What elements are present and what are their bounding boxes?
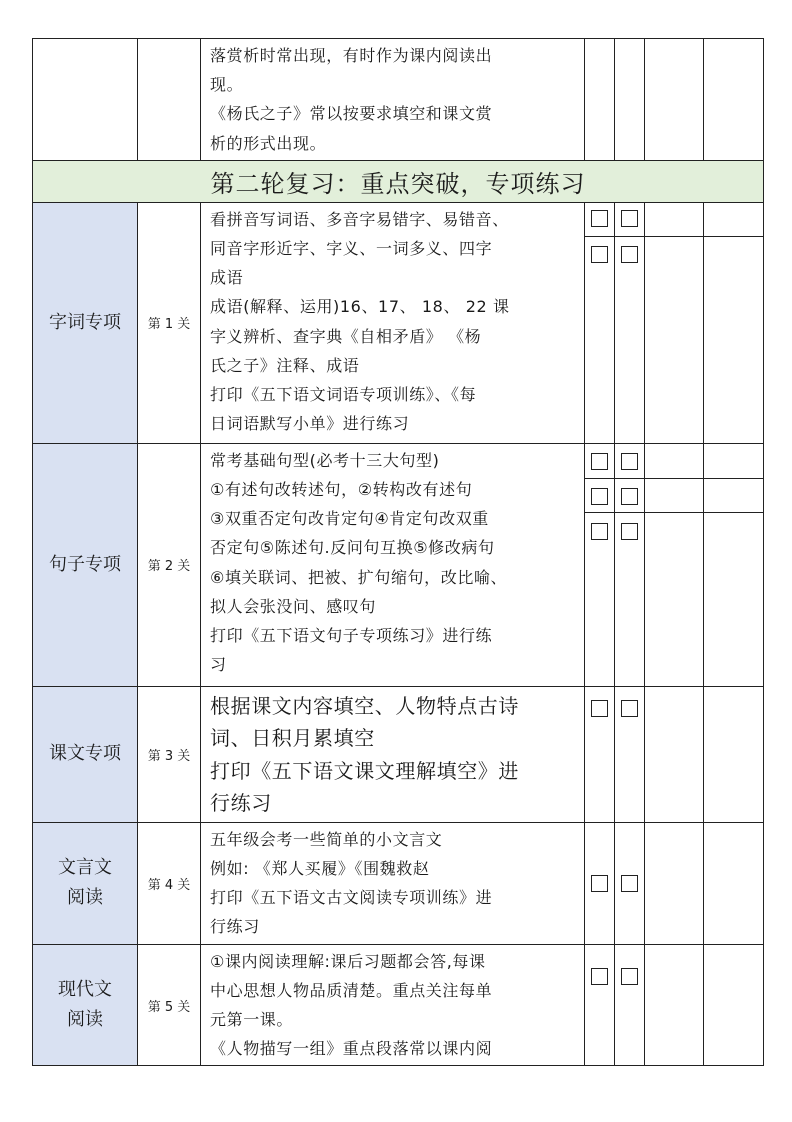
checkbox[interactable]: [591, 700, 608, 717]
content-line: 成语: [210, 268, 244, 288]
check-cell-1: [585, 686, 615, 822]
check-cell-1: [585, 944, 615, 1066]
check-cell-2: [615, 944, 645, 1066]
content-line: 日词语默写小单》进行练习: [210, 414, 410, 434]
check-cell-1: [585, 443, 615, 686]
cell-divider: [585, 478, 614, 479]
blank-cell-1: [645, 822, 704, 944]
category-label: 字词专项: [49, 311, 121, 333]
content-line: 打印《五下语文词语专项训练》、《每: [210, 385, 477, 405]
cell-divider: [645, 236, 703, 237]
blank-cell-2: [704, 686, 764, 822]
content-line: 氏之子》注释、成语: [210, 355, 360, 375]
table-row: [33, 944, 764, 1066]
checkbox[interactable]: [591, 488, 608, 505]
continuation-row: [33, 39, 764, 161]
checkbox[interactable]: [621, 488, 638, 505]
level-cell: 第 5 关: [138, 944, 201, 1066]
checkbox[interactable]: [621, 700, 638, 717]
cell-divider: [704, 236, 763, 237]
category-cell: [33, 944, 138, 1066]
content-cell: [201, 822, 585, 944]
content-line: 打印《五下语文课文理解填空》进: [210, 758, 519, 783]
content-line: 例如: 《郑人买履》《围魏救赵: [210, 859, 430, 879]
checkbox[interactable]: [591, 246, 608, 263]
checkbox[interactable]: [621, 453, 638, 470]
cell-divider: [615, 512, 644, 513]
blank-cell-2: [704, 202, 764, 443]
content-line: 行练习: [210, 791, 272, 816]
cell-divider: [615, 478, 644, 479]
table-row: [33, 443, 764, 686]
checkbox[interactable]: [591, 453, 608, 470]
content-line: 析的形式出现。: [210, 133, 327, 153]
category-label: 文言文: [58, 857, 112, 879]
content-line: 《人物描写一组》重点段落常以课内阅: [210, 1039, 493, 1059]
empty-level-cell: [138, 39, 201, 161]
check-cell-2: [615, 39, 645, 161]
level-cell: 第 4 关: [138, 822, 201, 944]
category-cell: [33, 822, 138, 944]
table-row: [33, 822, 764, 944]
content-line: 字义辨析、查字典《自相矛盾》 《杨: [210, 326, 482, 346]
category-label: 阅读: [67, 887, 103, 909]
level-cell: 第 2 关: [138, 443, 201, 686]
blank-cell-2: [704, 944, 764, 1066]
content-line: 同音字形近字、字义、一词多义、四字: [210, 239, 493, 259]
check-cell-1: [585, 202, 615, 443]
blank-cell-1: [645, 443, 704, 686]
review-plan-table: [32, 38, 764, 1066]
content-line: 打印《五下语文句子专项练习》进行练: [210, 626, 493, 646]
content-line: 行练习: [210, 917, 260, 937]
content-line: 看拼音写词语、多音字易错字、易错音、: [210, 209, 509, 229]
content-cell: [201, 443, 585, 686]
category-label: 现代文: [58, 979, 112, 1001]
empty-category-cell: [33, 39, 138, 161]
content-line: 现。: [210, 75, 244, 95]
checkbox[interactable]: [591, 523, 608, 540]
content-line: 词、日积月累填空: [210, 726, 375, 751]
content-line: 五年级会考一些简单的小文言文: [210, 829, 443, 849]
blank-cell-1: [645, 944, 704, 1066]
blank-cell-1: [645, 202, 704, 443]
check-cell-2: [615, 822, 645, 944]
cell-divider: [645, 478, 703, 479]
check-cell-1: [585, 822, 615, 944]
content-line: ①有述句改转述句，②转构改有述句: [210, 480, 473, 500]
category-cell: [33, 686, 138, 822]
cell-divider: [704, 478, 763, 479]
checkbox[interactable]: [591, 875, 608, 892]
content-cell: [201, 202, 585, 443]
content-line: ③双重否定句改肯定句④肯定句改双重: [210, 509, 489, 529]
category-cell: [33, 443, 138, 686]
checkbox[interactable]: [621, 875, 638, 892]
check-cell-1: [585, 39, 615, 161]
category-label: 句子专项: [49, 553, 121, 575]
checkbox[interactable]: [621, 968, 638, 985]
content-line: 成语(解释、运用)16、17、 18、 22 课: [210, 297, 510, 317]
check-cell-2: [615, 202, 645, 443]
blank-cell-1: [645, 39, 704, 161]
blank-cell-2: [704, 822, 764, 944]
checkbox[interactable]: [621, 523, 638, 540]
blank-cell-2: [704, 443, 764, 686]
content-line: 打印《五下语文古文阅读专项训练》进: [210, 888, 493, 908]
table-row: [33, 202, 764, 443]
section-title: 第二轮复习：重点突破，专项练习: [33, 160, 764, 202]
table-row: [33, 686, 764, 822]
check-cell-2: [615, 686, 645, 822]
content-line: 常考基础句型(必考十三大句型): [210, 450, 440, 470]
checkbox[interactable]: [591, 210, 608, 227]
content-cell: [201, 39, 585, 161]
level-cell: 第 3 关: [138, 686, 201, 822]
level-cell: 第 1 关: [138, 202, 201, 443]
content-line: 拟人会张没问、感叹句: [210, 596, 377, 616]
content-line: ⑥填关联词、把被、扩句缩句，改比喻、: [210, 567, 508, 587]
content-line: 落赏析时常出现，有时作为课内阅读出: [210, 46, 493, 65]
content-line: 根据课文内容填空、人物特点古诗: [210, 693, 519, 718]
content-line: 否定句⑤陈述句.反问句互换⑤修改病句: [210, 538, 495, 558]
cell-divider: [615, 236, 644, 237]
content-line: 元第一课。: [210, 1010, 294, 1030]
content-line: ①课内阅读理解:课后习题都会答,每课: [210, 951, 486, 971]
cell-divider: [585, 236, 614, 237]
category-label: 课文专项: [49, 743, 121, 765]
category-label: 阅读: [67, 1009, 103, 1031]
content-line: 习: [210, 655, 227, 675]
section-banner-row: [33, 160, 764, 202]
blank-cell-2: [704, 39, 764, 161]
checkbox[interactable]: [621, 210, 638, 227]
content-cell: [201, 944, 585, 1066]
cell-divider: [704, 512, 763, 513]
content-line: 中心思想人物品质清楚。重点关注每单: [210, 980, 493, 1000]
cell-divider: [645, 512, 703, 513]
check-cell-2: [615, 443, 645, 686]
checkbox[interactable]: [621, 246, 638, 263]
blank-cell-1: [645, 686, 704, 822]
content-cell: [201, 686, 585, 822]
checkbox[interactable]: [591, 968, 608, 985]
cell-divider: [585, 512, 614, 513]
category-cell: [33, 202, 138, 443]
content-line: 《杨氏之子》常以按要求填空和课文赏: [210, 104, 493, 124]
